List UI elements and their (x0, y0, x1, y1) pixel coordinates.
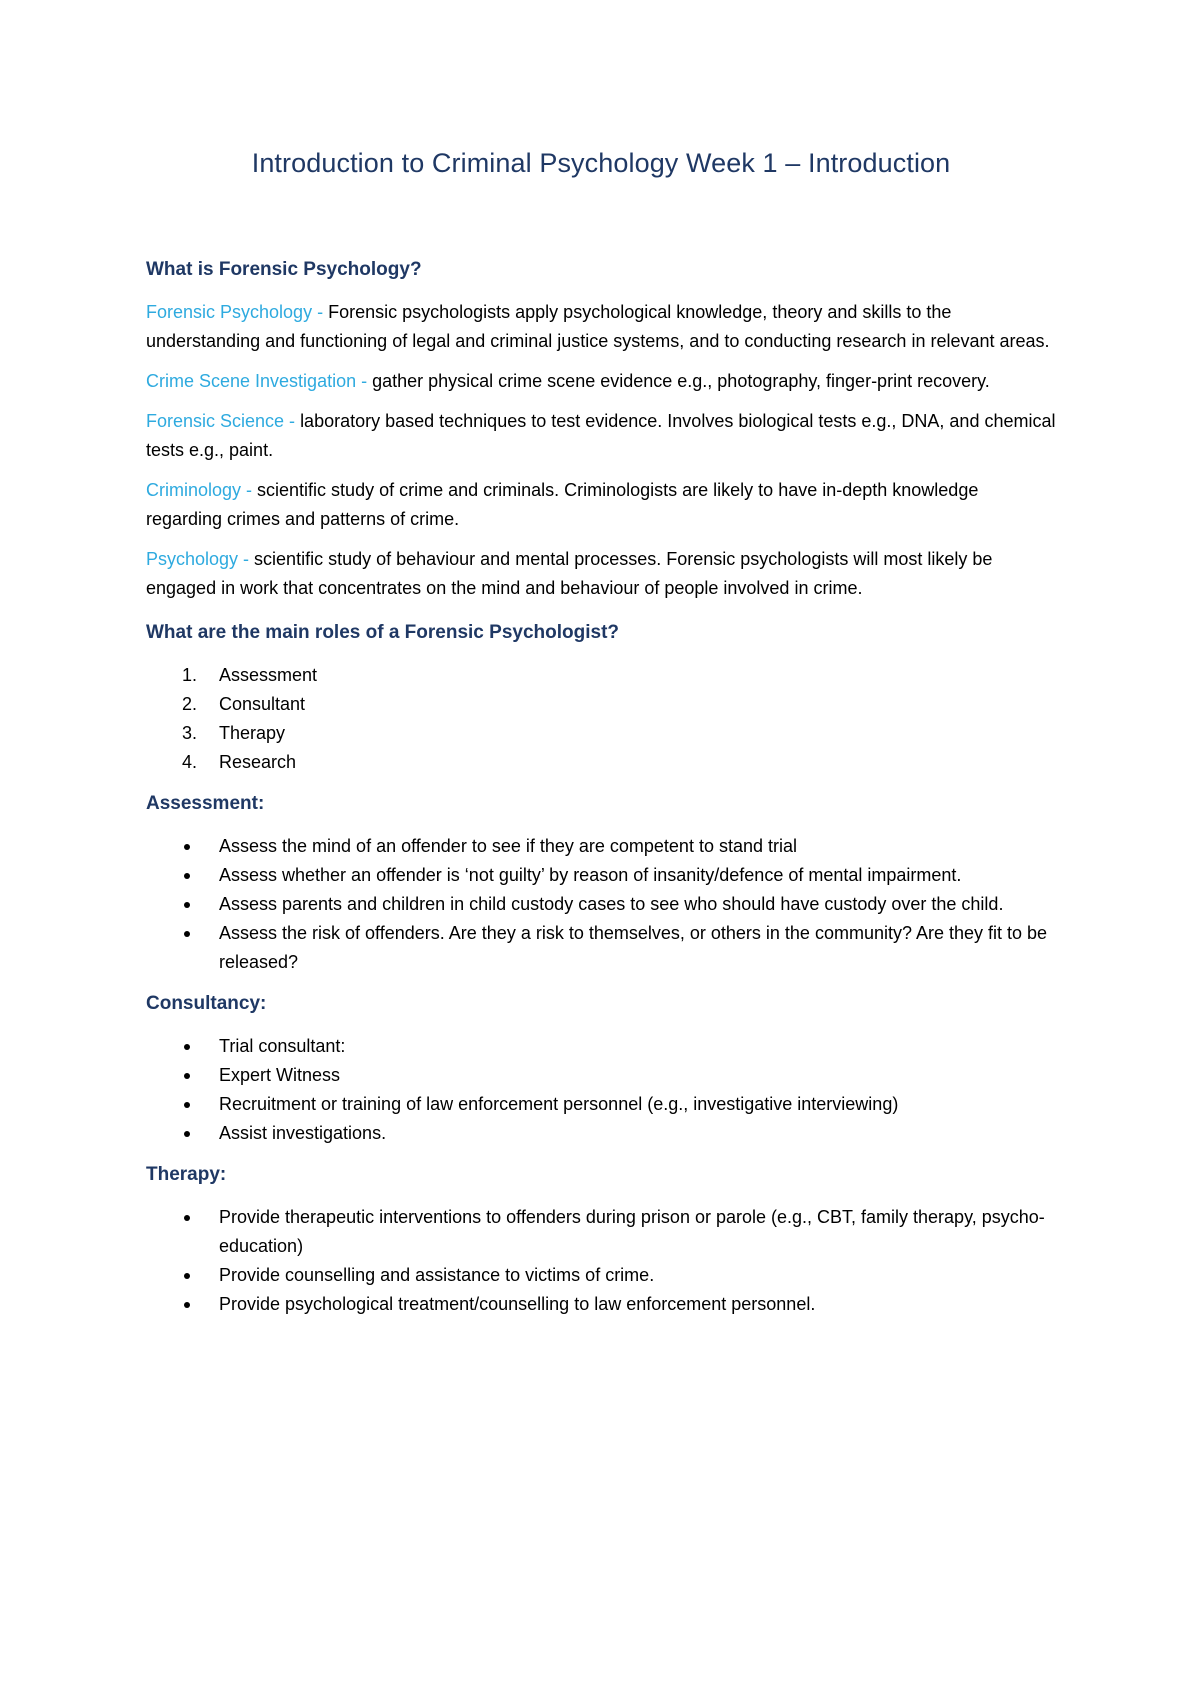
list-number: 3. (182, 723, 198, 743)
list-item (146, 861, 1056, 890)
bullet-icon (184, 931, 190, 937)
assessment-list (146, 832, 1056, 977)
list-item-text: Assess whether an offender is ‘not guilty’ by reason of insanity/defence of mental impairment. (219, 865, 962, 885)
list-item (146, 719, 1056, 748)
list-item-text: Consultant (219, 694, 306, 714)
list-item-text: Assist investigations. (219, 1123, 387, 1143)
list-item (146, 1261, 1056, 1290)
list-number: 1. (182, 665, 198, 685)
bullet-icon (184, 1044, 190, 1050)
list-item-text: Assess parents and children in child custody cases to see who should have custody over the child. (219, 894, 1004, 914)
definition-forensic-psychology (146, 298, 1056, 356)
list-item-text: Provide counselling and assistance to victims of crime. (219, 1265, 655, 1285)
list-item (146, 748, 1056, 777)
roles-list (146, 661, 1056, 777)
list-item (146, 890, 1056, 919)
bullet-icon (184, 1102, 190, 1108)
list-item (146, 1119, 1056, 1148)
definition-crime-scene-investigation (146, 367, 1056, 396)
list-item-text: Assessment (219, 665, 318, 685)
list-item-text: Assess the mind of an offender to see if they are competent to stand trial (219, 836, 797, 856)
list-item-text: Therapy (219, 723, 286, 743)
document-page (146, 140, 1056, 1319)
definition-term: Psychology - (146, 549, 255, 569)
definition-text: laboratory based techniques to test evidence. Involves biological tests e.g., DNA, and chemical tests e.g., paint. (146, 411, 1056, 460)
definition-forensic-science (146, 407, 1056, 465)
list-number: 4. (182, 752, 198, 772)
therapy-list (146, 1203, 1056, 1319)
definition-text: scientific study of behaviour and mental processes. Forensic psychologists will most likely be engaged in work that concentrates on the mind and behaviour of people involved in crime. (146, 549, 993, 598)
list-number: 2. (182, 694, 198, 714)
bullet-icon (184, 1302, 190, 1308)
list-item-text: Recruitment or training of law enforcement personnel (e.g., investigative interviewing) (219, 1094, 899, 1114)
list-item (146, 1032, 1056, 1061)
list-item-text: Expert Witness (219, 1065, 341, 1085)
bullet-icon (184, 1215, 190, 1221)
list-item-text: Provide psychological treatment/counselling to law enforcement personnel. (219, 1294, 816, 1314)
bullet-icon (184, 1073, 190, 1079)
section-heading-consultancy: Consultancy: (146, 993, 267, 1014)
list-item (146, 690, 1056, 719)
section-heading-main-roles: What are the main roles of a Forensic Psychologist? (146, 622, 619, 643)
definition-term: Criminology - (146, 480, 258, 500)
list-item-text: Assess the risk of offenders. Are they a risk to themselves, or others in the community? Are they fit to be released? (219, 923, 1048, 972)
list-item (146, 1203, 1056, 1261)
list-item-text: Trial consultant: (219, 1036, 346, 1056)
list-item-text: Provide therapeutic interventions to offenders during prison or parole (e.g., CBT, family therapy, psycho-education) (219, 1207, 1045, 1256)
list-item (146, 1090, 1056, 1119)
definition-text: Forensic psychologists apply psychological knowledge, theory and skills to the understanding and functioning of legal and criminal justice systems, and to conducting research in relevant areas. (146, 302, 1050, 351)
list-item (146, 832, 1056, 861)
bullet-icon (184, 1131, 190, 1137)
list-item (146, 919, 1056, 977)
section-heading-assessment: Assessment: (146, 793, 265, 814)
definition-term: Crime Scene Investigation - (146, 371, 373, 391)
list-item (146, 1290, 1056, 1319)
definition-text: scientific study of crime and criminals. Criminologists are likely to have in-depth knowledge regarding crimes and patterns of crime. (146, 480, 979, 529)
definition-psychology (146, 545, 1056, 603)
definition-term: Forensic Science - (146, 411, 301, 431)
bullet-icon (184, 844, 190, 850)
bullet-icon (184, 873, 190, 879)
bullet-icon (184, 902, 190, 908)
list-item (146, 661, 1056, 690)
definition-text: gather physical crime scene evidence e.g., photography, finger-print recovery. (372, 371, 990, 391)
definition-term: Forensic Psychology - (146, 302, 329, 322)
list-item (146, 1061, 1056, 1090)
list-item-text: Research (219, 752, 297, 772)
section-heading-what-is-forensic-psychology: What is Forensic Psychology? (146, 259, 422, 280)
definition-criminology (146, 476, 1056, 534)
bullet-icon (184, 1273, 190, 1279)
page-title: Introduction to Criminal Psychology Week 1 – Introduction (251, 148, 951, 178)
consultancy-list (146, 1032, 1056, 1148)
section-heading-therapy: Therapy: (146, 1164, 227, 1185)
